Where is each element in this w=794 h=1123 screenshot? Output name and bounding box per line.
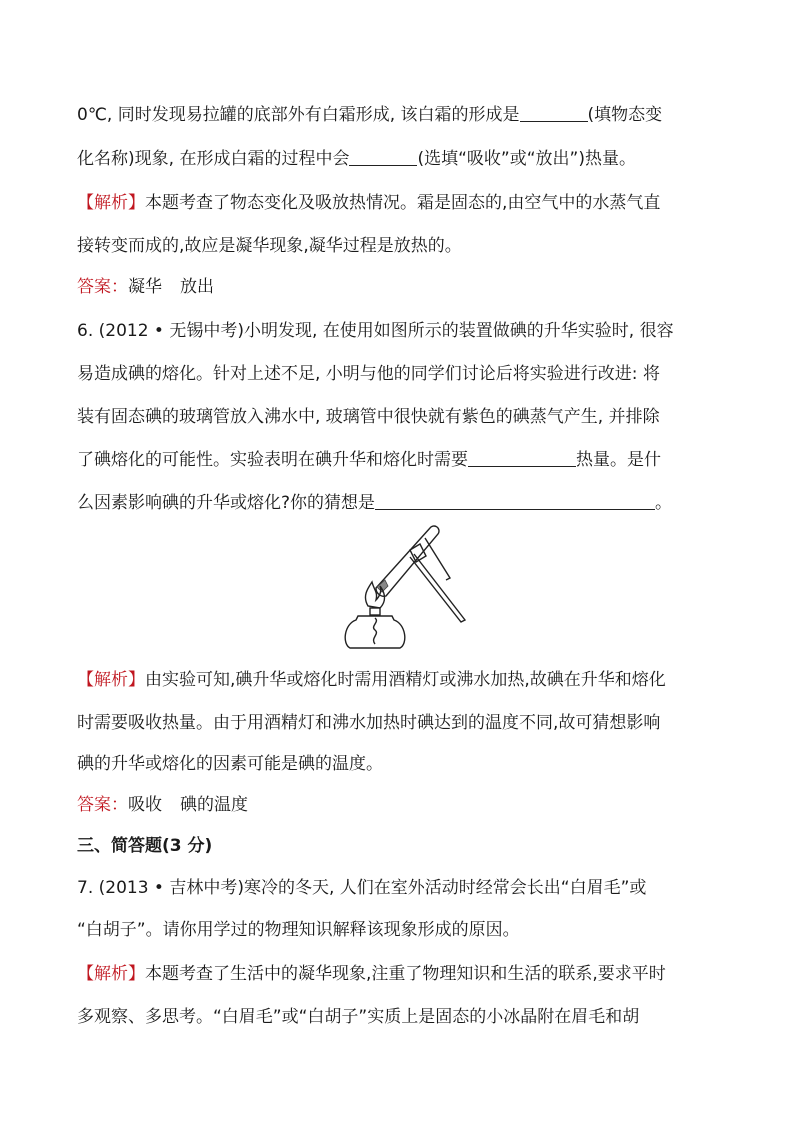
q6-analysis-line-3 [77,754,383,774]
q7-line-2 [77,920,520,940]
q5-answer [77,277,214,297]
q6-analysis-text-2: 时需要吸收热量。由于用酒精灯和沸水加热时碘达到的温度不同,故可猜想影响 [77,713,661,733]
q6-text-5-tail: 。 [655,493,673,513]
q7-analysis-text-1: 本题考查了生活中的凝华现象,注重了物理知识和生活的联系,要求平时 [145,964,666,984]
section-3-title: 三、简答题(3 分) [77,836,213,856]
lamp-wick-holder [370,608,380,615]
q6-blank-1 [468,450,576,467]
q6-text-1: 6. (2012 • 无锡中考)小明发现, 在使用如图所示的装置做碘的升华实验时, 很容 [77,321,674,341]
q6-text-3: 装有固态碘的玻璃管放入沸水中, 玻璃管中很快就有紫色的碘蒸气产生, 并排除 [77,407,660,427]
q7-analysis-text-2: 多观察、多思考。“白眉毛”或“白胡子”实质上是固态的小冰晶附在眉毛和胡 [77,1007,640,1027]
q5-analysis-line-1 [77,193,660,213]
lamp-wick [374,618,377,644]
q6-line-4 [77,450,661,470]
q7-text-1: 7. (2013 • 吉林中考)寒冷的冬天, 人们在室外活动时经常会长出“白眉毛”或 [77,878,647,898]
q7-line-1 [77,878,646,898]
q6-line-2 [77,364,660,384]
q6-text-4: 了碘熔化的可能性。实验表明在碘升华和熔化时需要 [77,450,468,470]
q7-analysis-tag: 【解析】 [77,964,145,984]
q5-line-1-text: 0℃, 同时发现易拉罐的底部外有白霜形成, 该白霜的形成是 [77,105,520,125]
q5-analysis-text-1: 本题考查了物态变化及吸放热情况。霜是固态的,由空气中的水蒸气直 [145,193,661,213]
q6-line-1 [77,321,674,341]
q7-analysis-line-2 [77,1007,639,1027]
q6-analysis-text-3: 碘的升华或熔化的因素可能是碘的温度。 [77,754,383,774]
q6-answer-a: 吸收 [128,795,162,815]
q7-analysis-line-1 [77,964,666,984]
q6-answer-b: 碘的温度 [180,795,248,815]
q6-answer-tag: 答案： [77,795,128,815]
q5-analysis-text-2: 接转变而成的,故应是凝华现象,凝华过程是放热的。 [77,236,462,256]
q5-line-1-tail: (填物态变 [587,105,663,125]
q6-analysis-line-2 [77,713,660,733]
q5-analysis-tag: 【解析】 [77,193,145,213]
q5-answer-tag: 答案： [77,277,128,297]
q5-blank-1 [520,105,588,122]
q6-answer [77,795,248,815]
q5-line-2-text: 化名称)现象, 在形成白霜的过程中会 [77,149,350,169]
q6-text-4-tail: 热量。是什 [576,450,661,470]
q6-text-2: 易造成碘的熔化。针对上述不足, 小明与他的同学们讨论后将实验进行改进: 将 [77,364,660,384]
q6-blank-2 [375,493,655,510]
q6-line-5 [77,493,672,513]
q6-analysis-text-1: 由实验可知,碘升华或熔化时需用酒精灯或沸水加热,故碘在升华和熔化 [145,670,666,690]
q5-line-1 [77,105,662,125]
q6-line-3 [77,407,660,427]
q5-answer-b: 放出 [180,277,214,297]
iodine-sublimation-apparatus-figure [330,520,480,650]
q5-line-2-tail: (选填“吸收”或“放出”)热量。 [417,149,636,169]
q6-analysis-tag: 【解析】 [77,670,145,690]
q5-blank-2 [349,149,417,166]
q6-text-5: 么因素影响碘的升华或熔化?你的猜想是 [77,493,376,513]
q6-analysis-line-1 [77,670,666,690]
tube-holder-arm [410,554,465,622]
q5-analysis-line-2 [77,236,462,256]
q5-answer-a: 凝华 [128,277,162,297]
q5-line-2 [77,149,636,169]
q7-text-2: “白胡子”。请你用学过的物理知识解释该现象形成的原因。 [77,920,520,940]
